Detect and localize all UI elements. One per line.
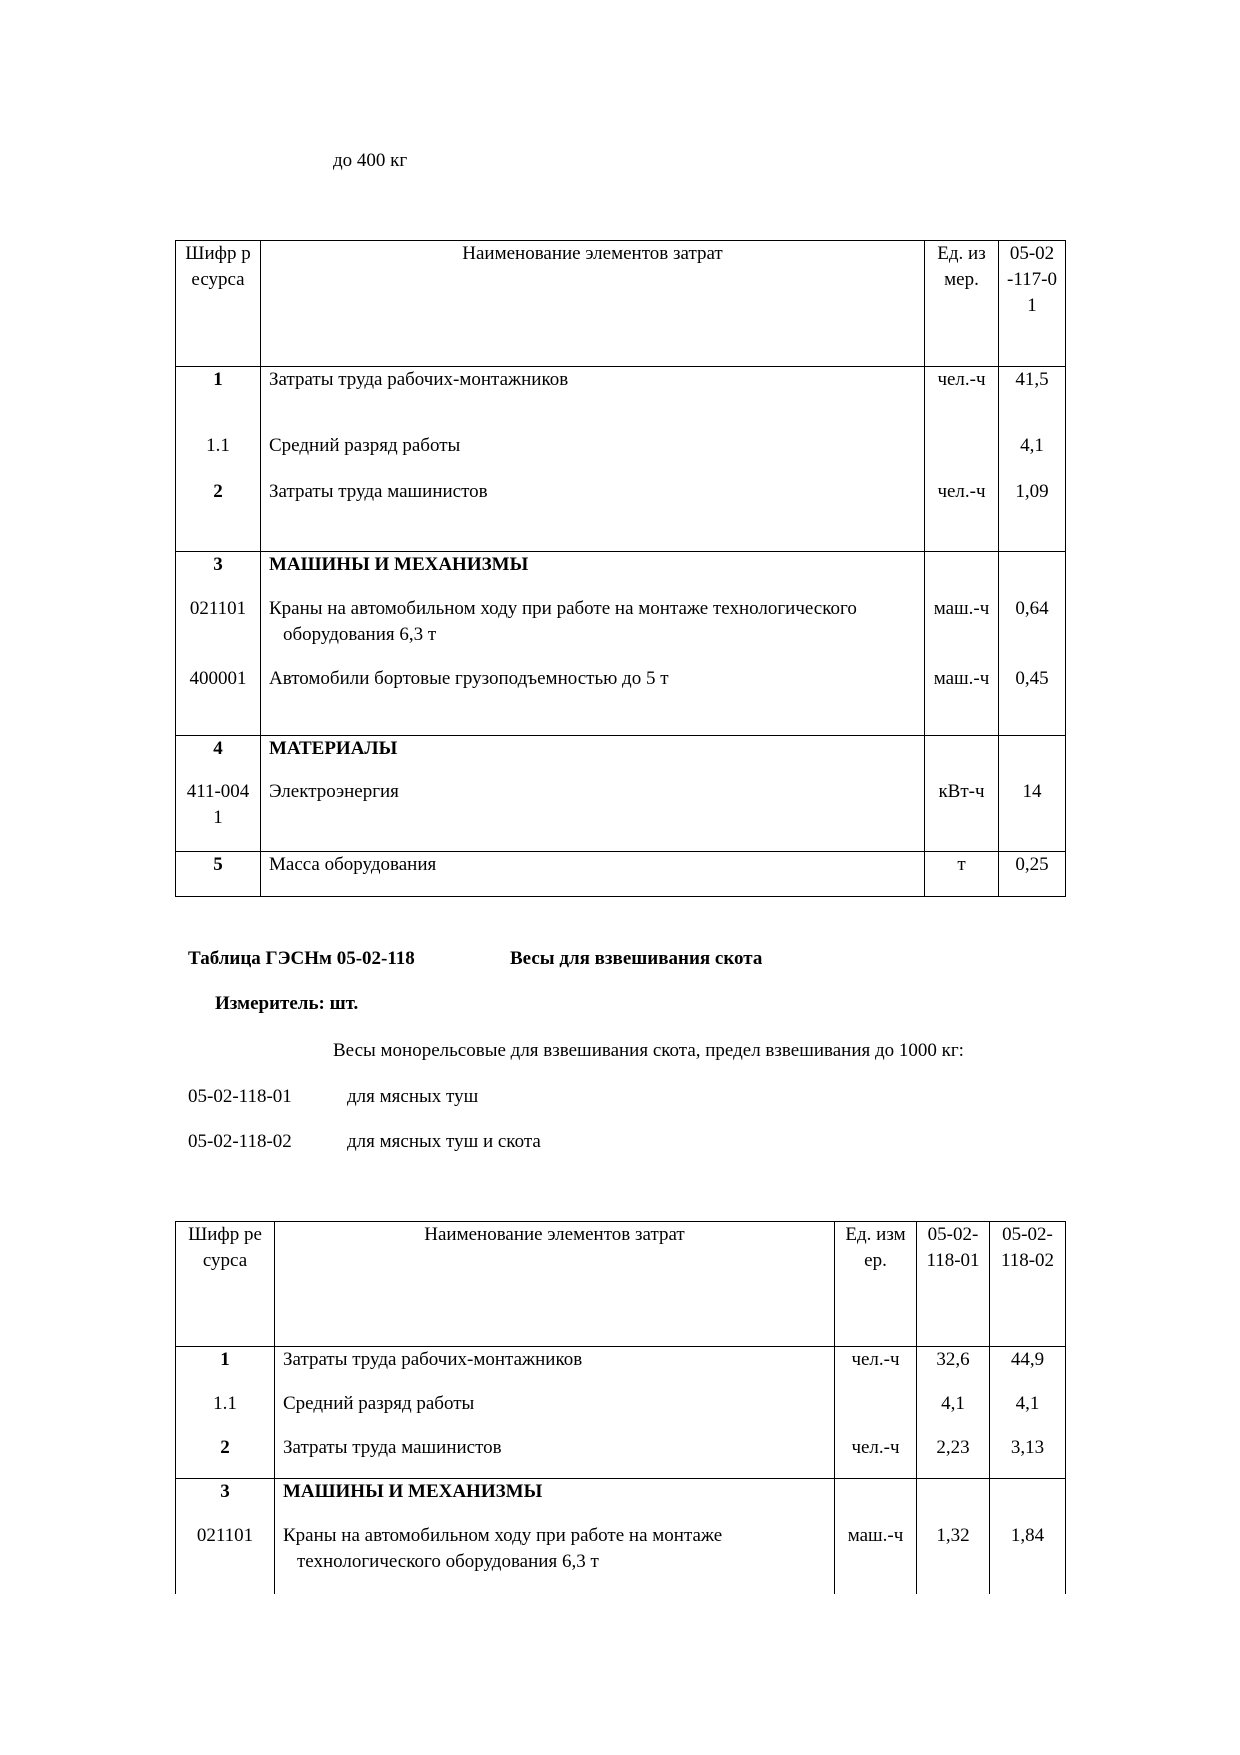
measure-unit: Измеритель: шт. <box>215 993 359 1014</box>
row-code: 400001 <box>176 666 261 736</box>
header-name: Наименование элементов затрат <box>275 1222 835 1347</box>
row-name: МАШИНЫ И МЕХАНИЗМЫ <box>275 1479 835 1523</box>
row-unit: маш.-ч <box>835 1523 917 1594</box>
table-header-row <box>176 1222 1066 1347</box>
row-name: Масса оборудования <box>261 852 925 897</box>
row-unit <box>835 1479 917 1523</box>
table-row <box>176 596 1066 666</box>
row-unit <box>925 552 999 596</box>
table-row <box>176 779 1066 852</box>
row-value: 41,5 <box>999 367 1066 433</box>
header-unit: Ед. измер. <box>925 241 999 367</box>
row-name-line1: Краны на автомобильном ходу при работе на монтаже <box>283 1524 723 1546</box>
table-row <box>176 736 1066 779</box>
row-value: 1,32 <box>917 1523 990 1594</box>
row-name: Автомобили бортовые грузоподъемностью до 5 т <box>261 666 925 736</box>
row-value <box>917 1479 990 1523</box>
header-col2: 05-02-118-02 <box>990 1222 1066 1347</box>
row-value: 1,09 <box>999 479 1066 552</box>
row-code: 5 <box>176 852 261 897</box>
resource-table-2 <box>175 1221 1066 1594</box>
row-unit: маш.-ч <box>925 666 999 736</box>
row-name: Электроэнергия <box>261 779 925 852</box>
row-code: 2 <box>176 479 261 552</box>
row-code: 3 <box>176 1479 275 1523</box>
row-name-line2: технологического оборудования 6,3 т <box>297 1550 599 1572</box>
header-col1: 05-02-117-01 <box>999 241 1066 367</box>
item-code: 05-02-118-02 <box>188 1131 292 1152</box>
row-value: 0,25 <box>999 852 1066 897</box>
row-unit: маш.-ч <box>925 596 999 666</box>
row-value: 3,13 <box>990 1435 1066 1479</box>
row-code: 1.1 <box>176 433 261 479</box>
row-value <box>999 736 1066 779</box>
header-code: Шифр ресурса <box>176 1222 275 1347</box>
row-unit: чел.-ч <box>835 1347 917 1391</box>
header-col1: 05-02-118-01 <box>917 1222 990 1347</box>
table-row <box>176 852 1066 897</box>
row-unit <box>925 736 999 779</box>
row-unit: т <box>925 852 999 897</box>
row-value: 0,45 <box>999 666 1066 736</box>
row-code: 411-0041 <box>176 779 261 852</box>
table-row <box>176 1435 1066 1479</box>
table-title: Весы для взвешивания скота <box>510 948 763 969</box>
row-code: 3 <box>176 552 261 596</box>
row-name <box>261 596 925 666</box>
row-value: 14 <box>999 779 1066 852</box>
row-value: 0,64 <box>999 596 1066 666</box>
row-name: Средний разряд работы <box>261 433 925 479</box>
row-code: 1 <box>176 367 261 433</box>
table-row <box>176 666 1066 736</box>
row-name: Затраты труда машинистов <box>275 1435 835 1479</box>
table-row <box>176 1391 1066 1435</box>
row-name-line2: оборудования 6,3 т <box>283 623 437 645</box>
item-code: 05-02-118-01 <box>188 1086 292 1107</box>
row-code: 1 <box>176 1347 275 1391</box>
row-code: 4 <box>176 736 261 779</box>
table-row <box>176 367 1066 433</box>
row-name: Затраты труда рабочих-монтажников <box>275 1347 835 1391</box>
row-name: Затраты труда рабочих-монтажников <box>261 367 925 433</box>
row-unit: чел.-ч <box>925 367 999 433</box>
row-unit <box>835 1391 917 1435</box>
row-value <box>999 552 1066 596</box>
item-label: для мясных туш и скота <box>347 1131 541 1152</box>
row-unit: чел.-ч <box>925 479 999 552</box>
row-name: Средний разряд работы <box>275 1391 835 1435</box>
intro-line: до 400 кг <box>333 150 408 171</box>
row-value: 4,1 <box>990 1391 1066 1435</box>
row-value: 32,6 <box>917 1347 990 1391</box>
table-row <box>176 552 1066 596</box>
description: Весы монорельсовые для взвешивания скота, предел взвешивания до 1000 кг: <box>333 1040 964 1061</box>
row-value <box>990 1479 1066 1523</box>
header-code: Шифр ресурса <box>176 241 261 367</box>
row-value: 4,1 <box>917 1391 990 1435</box>
row-unit: чел.-ч <box>835 1435 917 1479</box>
row-unit: кВт-ч <box>925 779 999 852</box>
row-value: 2,23 <box>917 1435 990 1479</box>
row-name: МАТЕРИАЛЫ <box>261 736 925 779</box>
row-value: 4,1 <box>999 433 1066 479</box>
row-value: 1,84 <box>990 1523 1066 1594</box>
table-row <box>176 433 1066 479</box>
table-header-row <box>176 241 1066 367</box>
resource-table-1 <box>175 240 1066 897</box>
row-name <box>275 1523 835 1594</box>
row-name: МАШИНЫ И МЕХАНИЗМЫ <box>261 552 925 596</box>
table-label: Таблица ГЭСНм 05-02-118 <box>188 948 415 969</box>
table-row <box>176 479 1066 552</box>
table-row <box>176 1523 1066 1594</box>
row-name: Затраты труда машинистов <box>261 479 925 552</box>
table-row <box>176 1347 1066 1391</box>
table-row <box>176 1479 1066 1523</box>
row-value: 44,9 <box>990 1347 1066 1391</box>
row-code: 021101 <box>176 1523 275 1594</box>
row-unit <box>925 433 999 479</box>
row-code: 021101 <box>176 596 261 666</box>
item-label: для мясных туш <box>347 1086 479 1107</box>
header-unit: Ед. измер. <box>835 1222 917 1347</box>
row-name-line1: Краны на автомобильном ходу при работе на монтаже технологического <box>269 597 857 619</box>
row-code: 2 <box>176 1435 275 1479</box>
row-code: 1.1 <box>176 1391 275 1435</box>
header-name: Наименование элементов затрат <box>261 241 925 367</box>
